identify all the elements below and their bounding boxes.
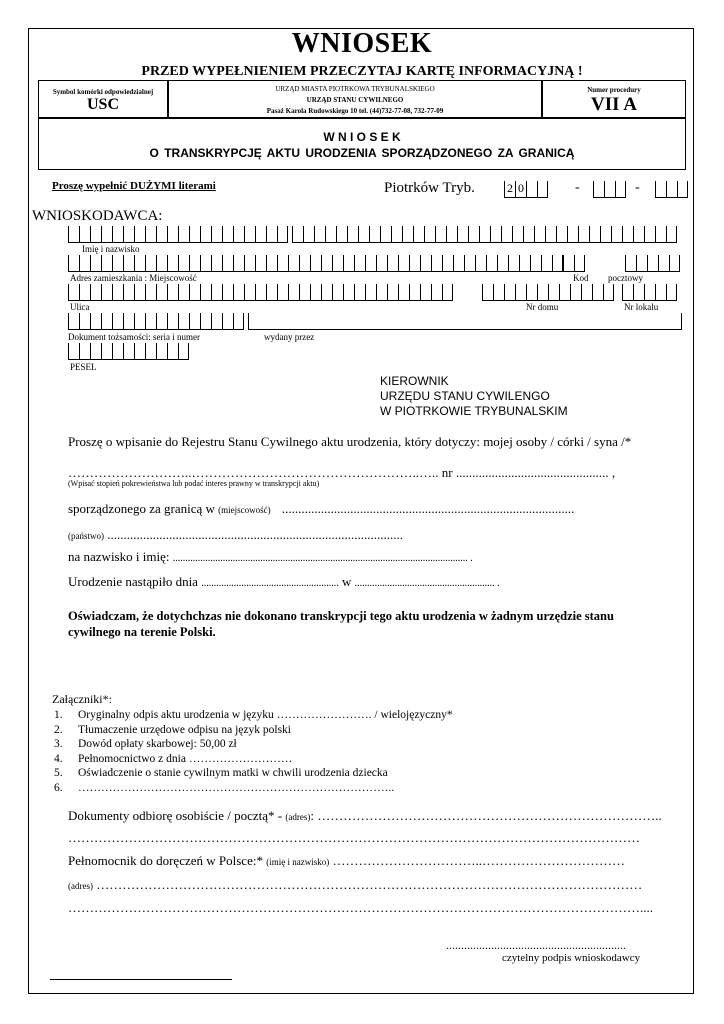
letter-cell[interactable] xyxy=(479,226,490,243)
letter-cell[interactable] xyxy=(167,255,178,272)
letter-cell[interactable] xyxy=(277,255,288,272)
letter-cell[interactable] xyxy=(600,226,611,243)
letter-cell[interactable] xyxy=(200,313,211,330)
letter-cell[interactable] xyxy=(581,284,592,301)
letter-cell[interactable] xyxy=(548,284,559,301)
letter-cell[interactable] xyxy=(523,226,534,243)
dept-symbol-box xyxy=(38,80,168,118)
request-text: Proszę o wpisanie do Rejestru Stanu Cywilnego aktu urodzenia, który dotyczy: mojej osoby / córki / syna /* xyxy=(68,434,632,449)
list-item: 5. Oświadczenie o stanie cywilnym matki w chwili urodzenia dziecka xyxy=(54,767,388,779)
letter-cell[interactable] xyxy=(644,226,655,243)
date-cell[interactable] xyxy=(526,181,537,198)
letter-cell[interactable] xyxy=(211,284,222,301)
issued-by-field[interactable] xyxy=(248,313,682,330)
letter-cell[interactable] xyxy=(574,255,585,272)
proxy-hint: (imię i nazwisko) xyxy=(266,857,330,867)
letter-cell[interactable] xyxy=(211,313,222,330)
letter-cell[interactable] xyxy=(508,255,519,272)
letter-cell[interactable] xyxy=(332,255,343,272)
letter-cell[interactable] xyxy=(647,255,658,272)
letter-cell[interactable] xyxy=(79,343,90,360)
date-cell[interactable] xyxy=(666,181,677,198)
letter-cell[interactable] xyxy=(288,284,299,301)
state-line xyxy=(68,527,403,543)
letter-cell[interactable] xyxy=(431,255,442,272)
house-label: Nr domu xyxy=(526,302,559,312)
letter-cell[interactable] xyxy=(497,255,508,272)
flat-cells[interactable] xyxy=(622,284,677,301)
issued-label: wydany przez xyxy=(264,332,315,342)
letter-cell[interactable] xyxy=(233,255,244,272)
city-label: Piotrków Tryb. xyxy=(384,180,475,196)
letter-cell[interactable] xyxy=(589,226,600,243)
request-line-1: W N I O S E K xyxy=(323,130,401,144)
letter-cell[interactable] xyxy=(493,284,504,301)
letter-cell[interactable] xyxy=(457,226,468,243)
letter-cell[interactable] xyxy=(200,255,211,272)
address-label: Adres zamieszkania : Miejscowość xyxy=(70,273,197,283)
abroad-hint: (miejscowość) xyxy=(218,505,271,515)
letter-cell[interactable] xyxy=(244,226,255,243)
letter-cell[interactable] xyxy=(559,284,570,301)
letter-cell[interactable] xyxy=(321,255,332,272)
letter-cell[interactable] xyxy=(79,255,90,272)
doc-label: Dokument tożsamości: seria i numer xyxy=(68,332,200,342)
letter-cell[interactable] xyxy=(387,284,398,301)
letter-cell[interactable] xyxy=(310,255,321,272)
letter-cell[interactable] xyxy=(391,226,402,243)
letter-cell[interactable] xyxy=(556,226,567,243)
letter-cell[interactable] xyxy=(134,313,145,330)
letter-cell[interactable] xyxy=(68,255,79,272)
letter-cell[interactable] xyxy=(123,313,134,330)
letter-cell[interactable] xyxy=(112,255,123,272)
list-item: 3. Dowód opłaty skarbowej: 50,00 zł xyxy=(54,738,237,750)
delivery-text: Dokumenty odbiorę osobiście / pocztą* - xyxy=(68,808,283,823)
list-item: 2. Tłumaczenie urzędowe odpisu na język polski xyxy=(54,723,291,736)
letter-cell[interactable] xyxy=(644,284,655,301)
letter-cell[interactable] xyxy=(409,284,420,301)
letter-cell[interactable] xyxy=(101,284,112,301)
letter-cell[interactable] xyxy=(446,226,457,243)
list-item: 1. Oryginalny odpis aktu urodzenia w języku ……………………. / wielojęzyczny* xyxy=(54,709,453,721)
doc-cells[interactable] xyxy=(68,313,244,330)
office-box xyxy=(168,80,542,118)
abroad-line xyxy=(68,501,574,517)
state-hint: (państwo) xyxy=(68,531,104,541)
letter-cell[interactable] xyxy=(211,255,222,272)
letter-cell[interactable] xyxy=(90,226,101,243)
proxy-address-dots[interactable]: ……………………………………………………………………………………………………………… xyxy=(96,877,643,892)
house-cells[interactable] xyxy=(482,284,614,301)
letter-cell[interactable] xyxy=(490,226,501,243)
letter-cell[interactable] xyxy=(90,284,101,301)
letter-cell[interactable] xyxy=(431,284,442,301)
letter-cell[interactable] xyxy=(189,284,200,301)
letter-cell[interactable] xyxy=(365,255,376,272)
letter-cell[interactable] xyxy=(112,226,123,243)
letter-cell[interactable] xyxy=(178,343,189,360)
letter-cell[interactable] xyxy=(570,284,581,301)
letter-cell[interactable] xyxy=(519,255,530,272)
letter-cell[interactable] xyxy=(79,284,90,301)
letter-cell[interactable] xyxy=(134,343,145,360)
letter-cell[interactable] xyxy=(112,343,123,360)
letter-cell[interactable] xyxy=(625,255,636,272)
letter-cell[interactable] xyxy=(244,255,255,272)
request-line-2: O TRANSKRYPCJĘ AKTU URODZENIA SPORZĄDZONEGO ZA GRANICĄ xyxy=(149,146,575,160)
letter-cell[interactable] xyxy=(189,226,200,243)
recipient-line-1: KIEROWNIK xyxy=(380,374,449,388)
letter-cell[interactable] xyxy=(563,255,574,272)
date-cell[interactable] xyxy=(593,181,604,198)
procedure-box xyxy=(542,80,686,118)
applicant-label: WNIOSKODAWCA: xyxy=(32,208,163,224)
letter-cell[interactable] xyxy=(354,284,365,301)
letter-cell[interactable] xyxy=(145,226,156,243)
letter-cell[interactable] xyxy=(299,284,310,301)
proxy-address-dots-2[interactable]: …………………………………………………………………………………………………………………….... xyxy=(68,900,653,915)
letter-cell[interactable] xyxy=(453,255,464,272)
office-line-3: Pasaż Karola Rudowskiego 10 tel. (44)732-77-08, 732-77-09 xyxy=(266,107,444,115)
letter-cell[interactable] xyxy=(398,255,409,272)
letter-cell[interactable] xyxy=(266,226,277,243)
letter-cell[interactable] xyxy=(622,284,633,301)
letter-cell[interactable] xyxy=(409,255,420,272)
delivery-dots-2[interactable]: …………………………………………………………………………………………………………………… xyxy=(68,830,640,845)
letter-cell[interactable] xyxy=(541,255,552,272)
date-year-cells[interactable] xyxy=(504,181,548,198)
letter-cell[interactable] xyxy=(567,226,578,243)
request-box xyxy=(38,118,686,170)
letter-cell[interactable] xyxy=(200,226,211,243)
letter-cell[interactable] xyxy=(314,226,325,243)
state-dots[interactable]: ........................................................................................... xyxy=(107,527,403,542)
recipient-line-3: W PIOTRKOWIE TRYBUNALSKIM xyxy=(380,404,568,418)
letter-cell[interactable] xyxy=(101,255,112,272)
letter-cell[interactable] xyxy=(420,255,431,272)
letter-cell[interactable] xyxy=(464,255,475,272)
letter-cell[interactable] xyxy=(68,284,79,301)
proxy-address-hint: (adres) xyxy=(68,881,93,891)
letter-cell[interactable] xyxy=(622,226,633,243)
date-cell[interactable]: 0 xyxy=(515,181,526,198)
pesel-cells[interactable] xyxy=(68,343,189,360)
letter-cell[interactable] xyxy=(266,255,277,272)
zip-label-pocztowy: pocztowy xyxy=(608,273,643,283)
date-cell[interactable] xyxy=(677,181,688,198)
letter-cell[interactable] xyxy=(321,284,332,301)
declaration-text: Oświadczam, że dotychchzas nie dokonano transkrypcji tego aktu urodzenia w żadnym urzędzie stanu cywilnego na terenie Polski. xyxy=(68,609,614,639)
letter-cell[interactable] xyxy=(666,284,677,301)
letter-cell[interactable] xyxy=(189,255,200,272)
letter-cell[interactable] xyxy=(134,255,145,272)
letter-cell[interactable] xyxy=(178,226,189,243)
letter-cell[interactable] xyxy=(255,226,266,243)
letter-cell[interactable] xyxy=(358,226,369,243)
attachments-list xyxy=(54,708,453,795)
letter-cell[interactable] xyxy=(526,284,537,301)
letter-cell[interactable] xyxy=(537,284,548,301)
letter-cell[interactable] xyxy=(655,284,666,301)
letter-cell[interactable] xyxy=(442,284,453,301)
letter-cell[interactable] xyxy=(292,226,303,243)
letter-cell[interactable] xyxy=(222,284,233,301)
letter-cell[interactable] xyxy=(68,313,79,330)
letter-cell[interactable] xyxy=(123,226,134,243)
street-cells[interactable] xyxy=(68,284,453,301)
letter-cell[interactable] xyxy=(633,226,644,243)
date-dash-2: - xyxy=(635,180,640,195)
letter-cell[interactable] xyxy=(178,284,189,301)
abroad-text: sporządzonego za granicą w xyxy=(68,501,215,516)
list-item: 6. ……………………………………………………………………….. xyxy=(54,781,395,794)
letter-cell[interactable] xyxy=(530,255,541,272)
letter-cell[interactable] xyxy=(222,255,233,272)
letter-cell[interactable] xyxy=(343,255,354,272)
letter-cell[interactable] xyxy=(101,226,112,243)
letter-cell[interactable] xyxy=(233,313,244,330)
delivery-hint: (adres) xyxy=(285,812,311,822)
proxy-address-line xyxy=(68,877,642,893)
date-cell[interactable] xyxy=(615,181,626,198)
letter-cell[interactable] xyxy=(365,284,376,301)
signature-label: czytelny podpis wnioskodawcy xyxy=(502,952,641,964)
procedure-value: VII A xyxy=(591,94,637,115)
footnote-divider xyxy=(50,979,232,980)
procedure-label: Numer procedury xyxy=(587,86,641,94)
letter-cell[interactable] xyxy=(442,255,453,272)
office-line-2: URZĄD STANU CYWILNEGO xyxy=(306,96,404,104)
letter-cell[interactable] xyxy=(90,313,101,330)
date-day-cells[interactable] xyxy=(655,181,688,198)
surname-line xyxy=(68,549,473,565)
letter-cell[interactable] xyxy=(178,255,189,272)
letter-cell[interactable] xyxy=(611,226,622,243)
flat-label: Nr lokalu xyxy=(624,302,659,312)
letter-cell[interactable] xyxy=(123,343,134,360)
letter-cell[interactable] xyxy=(603,284,614,301)
form-subtitle: PRZED WYPEŁNIENIEM PRZECZYTAJ KARTĘ INFORMACYJNĄ ! xyxy=(141,64,583,79)
letter-cell[interactable] xyxy=(222,313,233,330)
proxy-line xyxy=(68,853,625,869)
letter-cell[interactable] xyxy=(79,226,90,243)
letter-cell[interactable] xyxy=(277,284,288,301)
letter-cell[interactable] xyxy=(354,255,365,272)
letter-cell[interactable] xyxy=(233,284,244,301)
letter-cell[interactable] xyxy=(222,226,233,243)
letter-cell[interactable] xyxy=(156,226,167,243)
letter-cell[interactable] xyxy=(156,313,167,330)
date-cell[interactable] xyxy=(604,181,615,198)
letter-cell[interactable] xyxy=(380,226,391,243)
birth-place-dots[interactable]: ........................................................ . xyxy=(354,578,500,589)
letter-cell[interactable] xyxy=(178,313,189,330)
letter-cell[interactable] xyxy=(167,313,178,330)
letter-cell[interactable] xyxy=(145,255,156,272)
letter-cell[interactable] xyxy=(369,226,380,243)
birth-w: w xyxy=(341,574,352,589)
letter-cell[interactable] xyxy=(266,284,277,301)
letter-cell[interactable] xyxy=(552,255,563,272)
letter-cell[interactable] xyxy=(112,284,123,301)
office-line-1: URZĄD MIASTA PIOTRKOWA TRYBUNALSKIEGO xyxy=(275,85,435,93)
letter-cell[interactable] xyxy=(655,226,666,243)
letter-cell[interactable] xyxy=(504,284,515,301)
letter-cell[interactable] xyxy=(336,226,347,243)
letter-cell[interactable] xyxy=(134,226,145,243)
letter-cell[interactable] xyxy=(482,284,493,301)
surname-cells[interactable] xyxy=(292,226,677,243)
letter-cell[interactable] xyxy=(468,226,479,243)
dept-symbol-value: USC xyxy=(86,96,119,113)
letter-cell[interactable] xyxy=(189,313,200,330)
signature-dots[interactable]: ............................................................ xyxy=(446,938,626,952)
surname-dots[interactable]: ...................................................................................................................... . xyxy=(172,553,473,564)
list-item: 4. Pełnomocnictwo z dnia ……………………… xyxy=(54,752,293,765)
letter-cell[interactable] xyxy=(398,284,409,301)
zip-cells-1[interactable] xyxy=(563,255,585,272)
letter-cell[interactable] xyxy=(592,284,603,301)
letter-cell[interactable] xyxy=(376,284,387,301)
letter-cell[interactable] xyxy=(332,284,343,301)
letter-cell[interactable] xyxy=(669,255,680,272)
date-month-cells[interactable] xyxy=(593,181,626,198)
birth-date-dots[interactable]: ....................................................... xyxy=(201,578,339,589)
letter-cell[interactable] xyxy=(435,226,446,243)
letter-cell[interactable] xyxy=(633,284,644,301)
zip-label-kod: Kod xyxy=(573,273,589,283)
pesel-label: PESEL xyxy=(70,362,97,372)
letter-cell[interactable] xyxy=(578,226,589,243)
letter-cell[interactable] xyxy=(156,255,167,272)
letter-cell[interactable] xyxy=(112,313,123,330)
letter-cell[interactable] xyxy=(134,284,145,301)
letter-cell[interactable] xyxy=(255,284,266,301)
letter-cell[interactable] xyxy=(244,284,255,301)
letter-cell[interactable] xyxy=(534,226,545,243)
letter-cell[interactable] xyxy=(545,226,556,243)
letter-cell[interactable] xyxy=(167,226,178,243)
delivery-line xyxy=(68,808,662,824)
zip-cells-2[interactable] xyxy=(625,255,680,272)
letter-cell[interactable] xyxy=(666,226,677,243)
letter-cell[interactable] xyxy=(101,343,112,360)
letter-cell[interactable] xyxy=(145,343,156,360)
dept-symbol-label: Symbol komórki odpowiedzialnej xyxy=(52,88,154,96)
letter-cell[interactable] xyxy=(424,226,435,243)
letter-cell[interactable] xyxy=(68,226,79,243)
letter-cell[interactable] xyxy=(486,255,497,272)
letter-cell[interactable] xyxy=(156,343,167,360)
letter-cell[interactable] xyxy=(145,313,156,330)
letter-cell[interactable] xyxy=(123,284,134,301)
birth-text: Urodzenie nastąpiło dnia xyxy=(68,574,198,589)
letter-cell[interactable] xyxy=(101,313,112,330)
letter-cell[interactable] xyxy=(167,343,178,360)
birth-line xyxy=(68,574,500,590)
proxy-dots[interactable]: ……………………………..…………………………… xyxy=(332,853,625,868)
letter-cell[interactable] xyxy=(90,343,101,360)
letter-cell[interactable] xyxy=(420,284,431,301)
uppercase-note: Proszę wypełnić DUŻYMI literami xyxy=(52,180,216,192)
letter-cell[interactable] xyxy=(402,226,413,243)
city-cells[interactable] xyxy=(68,255,563,272)
attachments-label: Załączniki*: xyxy=(52,692,112,706)
date-cell[interactable] xyxy=(537,181,548,198)
abroad-dots[interactable]: .......................................................................................... xyxy=(281,501,575,516)
street-label: Ulica xyxy=(70,302,90,312)
relation-hint: (Wpisać stopień pokrewieństwa lub podać interes prawny w transkrypcji aktu) xyxy=(68,479,320,488)
letter-cell[interactable] xyxy=(79,313,90,330)
letter-cell[interactable] xyxy=(347,226,358,243)
letter-cell[interactable] xyxy=(90,255,101,272)
letter-cell[interactable] xyxy=(343,284,354,301)
letter-cell[interactable] xyxy=(277,226,288,243)
delivery-dots[interactable]: : …………………………………………………………………….. xyxy=(310,808,662,823)
name-cells[interactable] xyxy=(68,226,288,243)
date-dash-1: - xyxy=(575,180,580,195)
letter-cell[interactable] xyxy=(123,255,134,272)
letter-cell[interactable] xyxy=(145,284,156,301)
letter-cell[interactable] xyxy=(636,255,647,272)
letter-cell[interactable] xyxy=(413,226,424,243)
letter-cell[interactable] xyxy=(658,255,669,272)
letter-cell[interactable] xyxy=(68,343,79,360)
recipient-block xyxy=(380,374,568,419)
letter-cell[interactable] xyxy=(501,226,512,243)
surname-text: na nazwisko i imię: xyxy=(68,549,170,564)
name-label: Imię i nazwisko xyxy=(82,244,140,254)
letter-cell[interactable] xyxy=(299,255,310,272)
letter-cell[interactable] xyxy=(200,284,211,301)
letter-cell[interactable] xyxy=(167,284,178,301)
letter-cell[interactable] xyxy=(475,255,486,272)
proxy-text: Pełnomocnik do doręczeń w Polsce:* xyxy=(68,853,263,868)
date-cell[interactable] xyxy=(655,181,666,198)
letter-cell[interactable] xyxy=(288,255,299,272)
letter-cell[interactable] xyxy=(512,226,523,243)
letter-cell[interactable] xyxy=(387,255,398,272)
recipient-line-2: URZĘDU STANU CYWILENGO xyxy=(380,389,550,403)
letter-cell[interactable] xyxy=(303,226,314,243)
letter-cell[interactable] xyxy=(515,284,526,301)
letter-cell[interactable] xyxy=(310,284,321,301)
letter-cell[interactable] xyxy=(156,284,167,301)
letter-cell[interactable] xyxy=(255,255,266,272)
form-title: WNIOSEK xyxy=(291,28,433,59)
date-cell[interactable]: 2 xyxy=(504,181,515,198)
relation-dots[interactable]: ………………………..……………………………………………..….. nr ............................................... , xyxy=(68,465,616,480)
letter-cell[interactable] xyxy=(325,226,336,243)
letter-cell[interactable] xyxy=(233,226,244,243)
letter-cell[interactable] xyxy=(376,255,387,272)
letter-cell[interactable] xyxy=(211,226,222,243)
